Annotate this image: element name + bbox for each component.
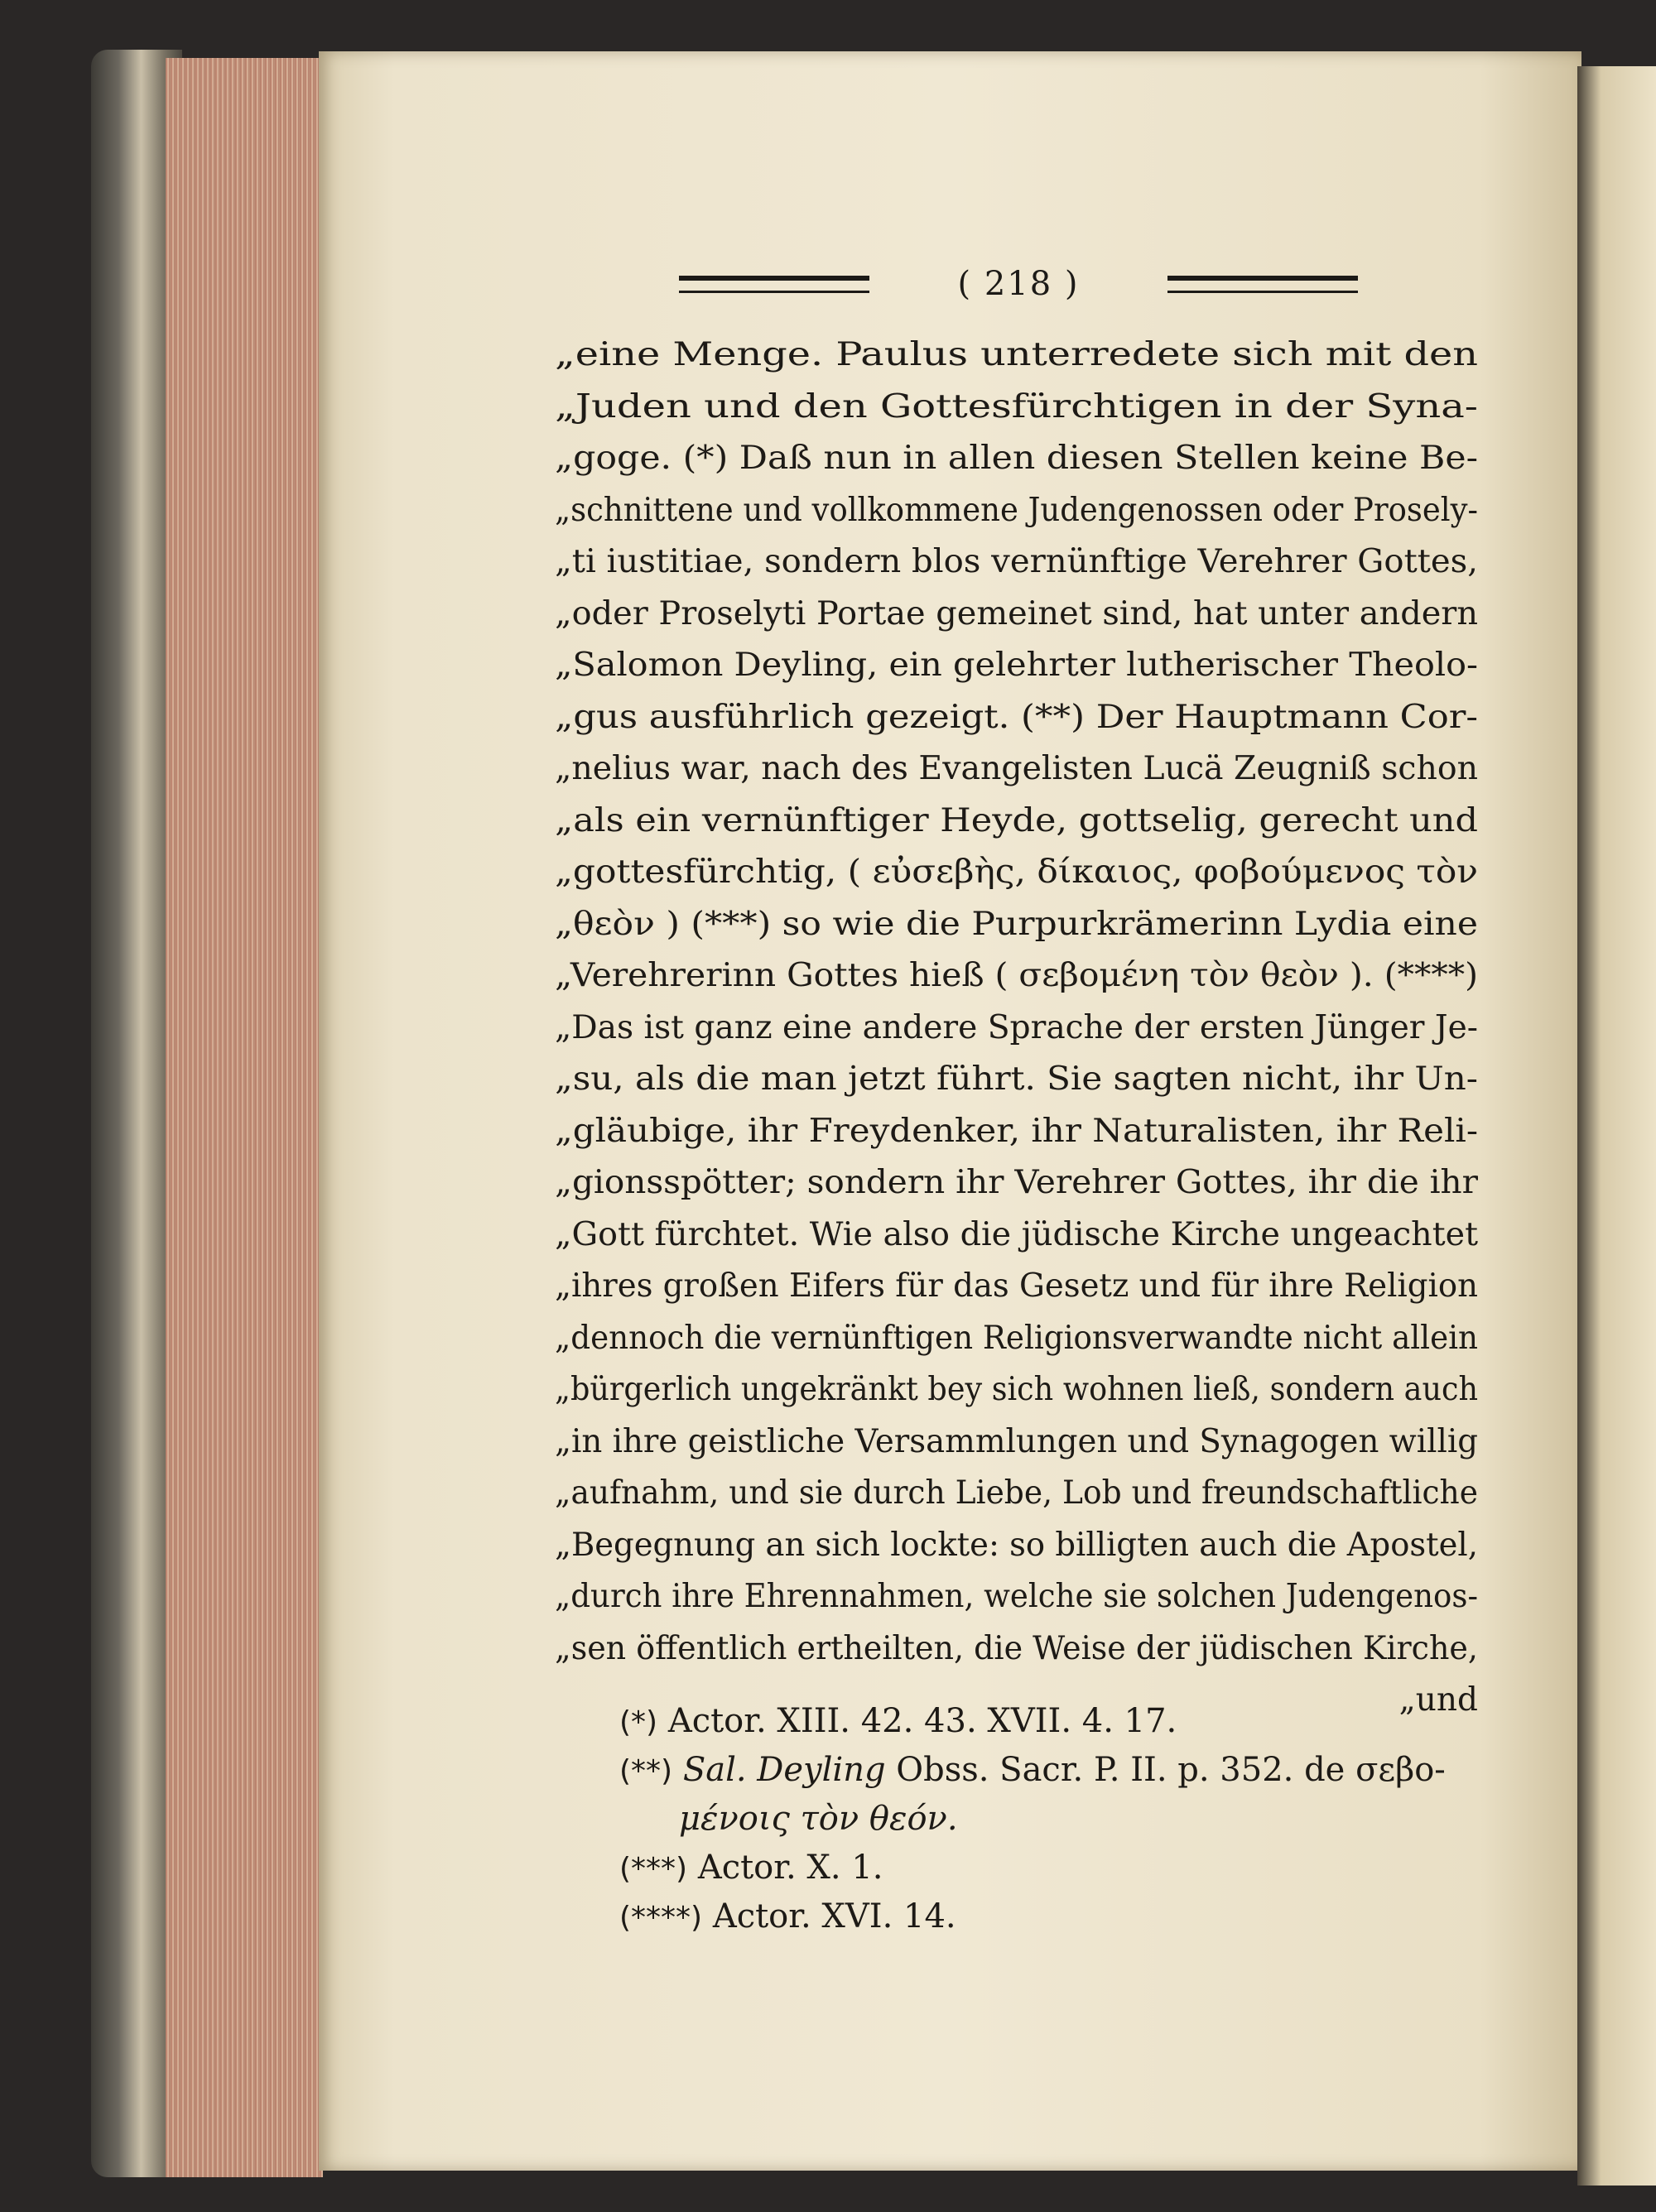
header-rule-right — [1167, 276, 1358, 293]
text-line: „gionsspötter; sondern ihr Verehrer Gottes, ihr die ihr — [555, 1164, 1478, 1201]
footnote — [619, 1844, 1497, 1892]
text-line: „durch ihre Ehrennahmen, welche sie solchen Judengenos- — [555, 1578, 1478, 1615]
text-line: „Das ist ganz eine andere Sprache der ersten Jünger Je- — [555, 1008, 1478, 1046]
text-line: „ihres großen Eifers für das Gesetz und für ihre Religion — [555, 1267, 1478, 1305]
footnote-mark: (****) — [619, 1901, 703, 1935]
text-line: „gus ausführlich gezeigt. (**) Der Hauptmann Cor- — [555, 698, 1478, 736]
text-line: „Verehrerinn Gottes hieß ( σεβομένη τὸν θεὸν ). (****) — [555, 957, 1478, 994]
catchword: „und — [1398, 1681, 1478, 1719]
page-header — [679, 261, 1358, 307]
footnotes — [619, 1697, 1497, 1941]
text-line: „in ihre geistliche Versammlungen und Synagogen willig — [555, 1422, 1478, 1460]
text-line: „dennoch die vernünftigen Religionsverwandte nicht allein — [555, 1319, 1478, 1357]
text-line: „sen öffentlich ertheilten, die Weise der jüdischen Kirche, — [555, 1629, 1478, 1667]
text-line: „Begegnung an sich lockte: so billigten auch die Apostel, — [555, 1526, 1478, 1564]
text-line: „ti iustitiae, sondern blos vernünftige Verehrer Gottes, — [555, 543, 1478, 580]
text-line: „su, als die man jetzt führt. Sie sagten nicht, ihr Un- — [555, 1060, 1478, 1098]
text-line: „schnittene und vollkommene Judengenossen oder Prosely- — [555, 491, 1478, 529]
footnote-text: Actor. XVI. 14. — [712, 1897, 956, 1935]
text-line: „Gott fürchtet. Wie also die jüdische Kirche ungeachtet — [555, 1215, 1478, 1253]
text-line: „bürgerlich ungekränkt bey sich wohnen ließ, sondern auch — [555, 1371, 1478, 1408]
text-line: „als ein vernünftiger Heyde, gottselig, gerecht und — [555, 801, 1478, 839]
footnote-text: Actor. X. 1. — [697, 1849, 883, 1887]
text-line: „gottesfürchtig, ( εὐσεβὴς, δίκαιος, φοβούμενος τὸν — [555, 854, 1478, 891]
text-line: „goge. (*) Daß nun in allen diesen Stellen keine Be- — [555, 440, 1478, 477]
footnote-text: Obss. Sacr. P. II. p. 352. de σεβο- — [896, 1751, 1446, 1789]
footnote — [619, 1746, 1497, 1795]
text-line: „θεὸν ) (***) so wie die Purpurkrämerinn Lydia eine — [555, 905, 1478, 943]
body-text — [555, 329, 1478, 1727]
page-edges — [166, 58, 323, 2177]
text-line: „Juden und den Gottesfürchtigen in der Syna- — [555, 387, 1478, 426]
footnote-text: μένοις τὸν θεόν. — [679, 1800, 958, 1838]
page-number: ( 218 ) — [957, 265, 1080, 303]
footnote-mark: (*) — [619, 1705, 658, 1739]
text-line: „nelius war, nach des Evangelisten Lucä Zeugniß schon — [555, 750, 1478, 787]
footnote-mark: (***) — [619, 1852, 688, 1886]
footnote — [619, 1697, 1497, 1746]
footnote — [619, 1892, 1497, 1941]
text-line: „aufnahm, und sie durch Liebe, Lob und freundschaftliche — [555, 1474, 1478, 1512]
footnote-mark: (**) — [619, 1754, 673, 1788]
footnote-text: Actor. XIII. 42. 43. XVII. 4. 17. — [667, 1702, 1177, 1740]
header-rule-left — [679, 276, 869, 293]
text-line: „oder Proselyti Portae gemeinet sind, hat unter andern — [555, 594, 1478, 632]
text-line: „gläubige, ihr Freydenker, ihr Naturalisten, ihr Reli- — [555, 1112, 1478, 1150]
footnote-author: Sal. Deyling — [682, 1751, 886, 1789]
footnote-continuation — [619, 1795, 1497, 1844]
text-line: „Salomon Deyling, ein gelehrter lutherischer Theolo- — [555, 647, 1478, 684]
facing-page-edge — [1577, 66, 1656, 2186]
text-line: „eine Menge. Paulus unterredete sich mit den — [555, 336, 1478, 373]
